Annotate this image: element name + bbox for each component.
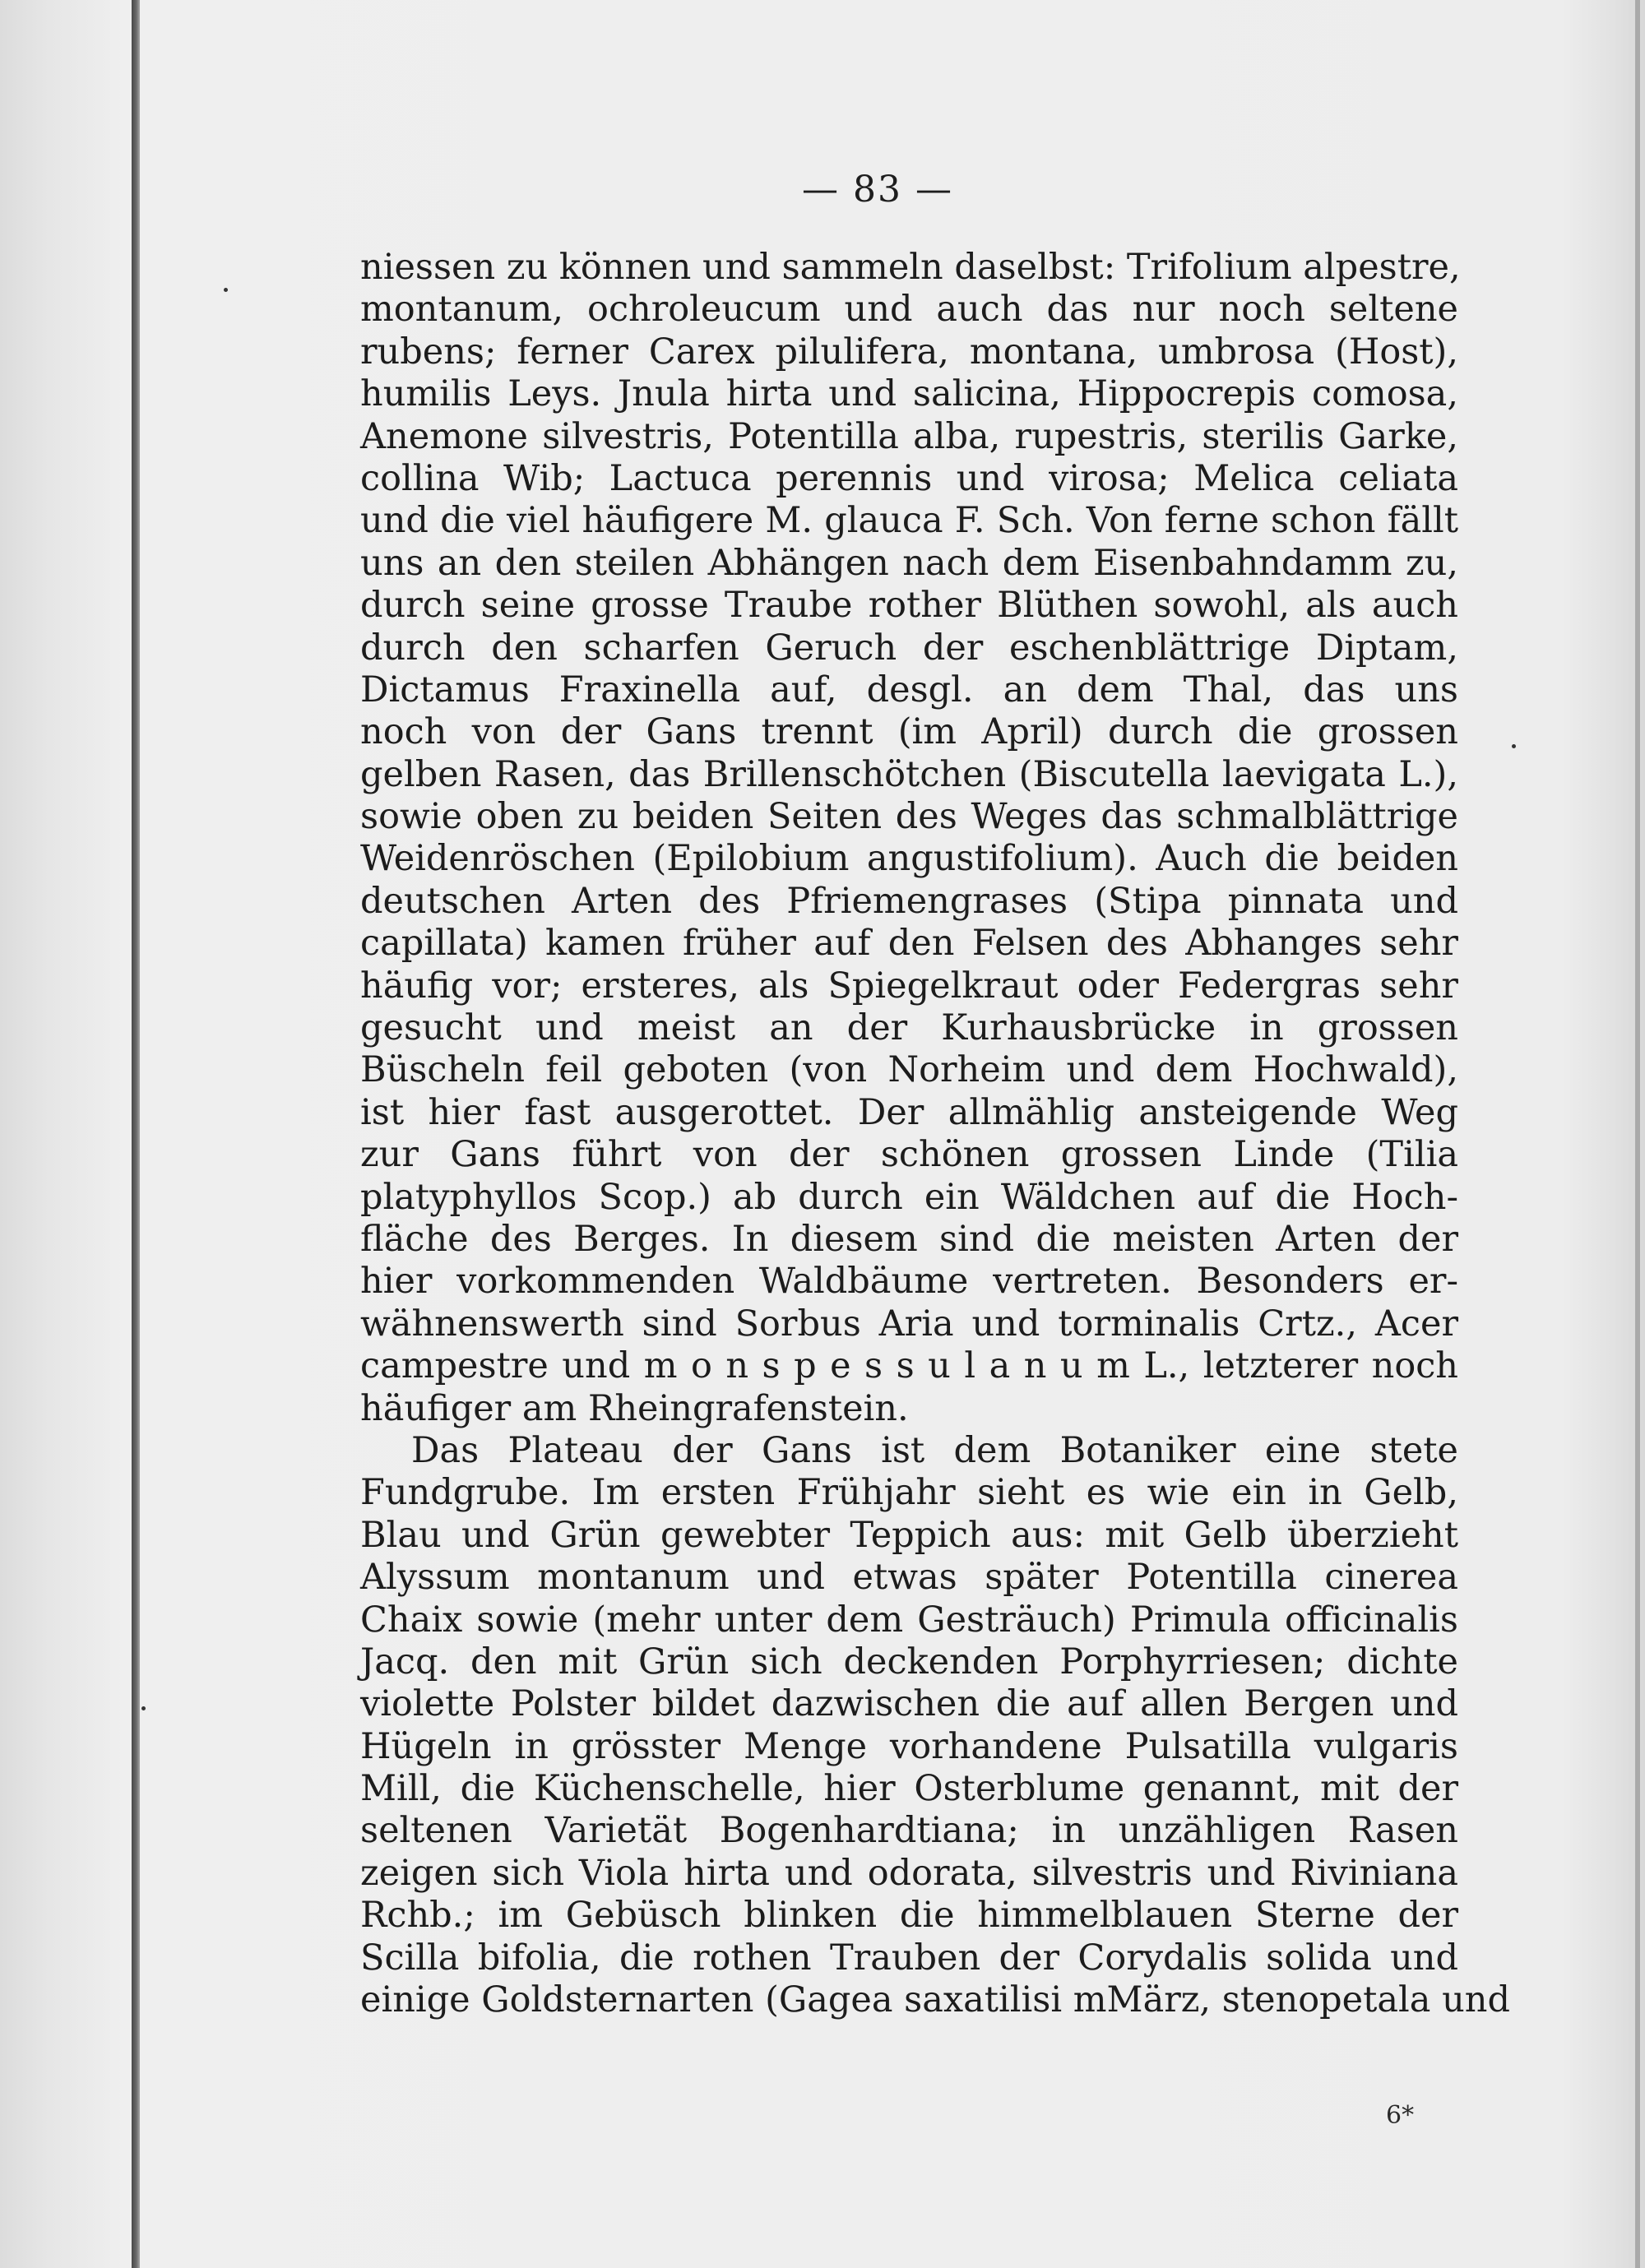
- text-line-paragraph-end: häufiger am Rheingrafenstein.: [360, 1387, 909, 1429]
- text-line-paragraph-start: Das Plateau der Gans ist dem Botaniker eine stete: [411, 1429, 1458, 1471]
- text-line: collina Wib; Lactuca perennis und virosa; Melica celiata: [360, 457, 1458, 499]
- signature-mark: 6*: [1386, 2101, 1415, 2130]
- text-line: Blau und Grün gewebter Teppich aus: mit Gelb überzieht: [360, 1514, 1458, 1556]
- text-line: Mill, die Küchenschelle, hier Osterblume genannt, mit der: [360, 1768, 1458, 1810]
- text-line: Alyssum montanum und etwas später Potentilla cinerea: [360, 1557, 1458, 1599]
- page-number: — 83 —: [802, 169, 953, 211]
- text-line: humilis Leys. Jnula hirta und salicina, Hippocrepis comosa,: [360, 373, 1458, 415]
- book-gutter-shadow: [132, 0, 140, 2268]
- text-line: sowie oben zu beiden Seiten des Weges das schmalblättrige: [360, 796, 1458, 838]
- text-line: Chaix sowie (mehr unter dem Gesträuch) Primula officinalis: [360, 1599, 1458, 1641]
- text-line: gelben Rasen, das Brillenschötchen (Biscutella laevigata L.),: [360, 753, 1458, 795]
- text-line: ist hier fast ausgerottet. Der allmählig ansteigende Weg: [360, 1091, 1458, 1133]
- body-text: [360, 247, 1511, 2021]
- scan-speck: [224, 288, 228, 292]
- text-line: seltenen Varietät Bogenhardtiana; in unzähligen Rasen: [360, 1810, 1458, 1852]
- text-line: fläche des Berges. In diesem sind die meisten Arten der: [360, 1218, 1458, 1260]
- text-line: Anemone silvestris, Potentilla alba, rupestris, sterilis Garke,: [360, 415, 1458, 457]
- text-line: wähnenswerth sind Sorbus Aria und torminalis Crtz., Acer: [360, 1303, 1458, 1345]
- scan-speck: [141, 1706, 146, 1710]
- text-line: montanum, ochroleucum und auch das nur noch seltene: [360, 289, 1458, 331]
- text-line: violette Polster bildet dazwischen die auf allen Bergen und: [360, 1683, 1458, 1725]
- text-line: gesucht und meist an der Kurhausbrücke in grossen: [360, 1007, 1458, 1049]
- text-line: Büscheln feil geboten (von Norheim und dem Hochwald),: [360, 1049, 1458, 1091]
- text-line: durch den scharfen Geruch der eschenblättrige Diptam,: [360, 627, 1458, 669]
- text-line: Scilla bifolia, die rothen Trauben der Corydalis solida und: [360, 1937, 1458, 1979]
- text-line: uns an den steilen Abhängen nach dem Eisenbahndamm zu,: [360, 542, 1458, 584]
- text-line: Hügeln in grösster Menge vorhandene Pulsatilla vulgaris: [360, 1725, 1458, 1767]
- text-line: Jacq. den mit Grün sich deckenden Porphyrriesen; dichte: [360, 1641, 1458, 1682]
- text-line: platyphyllos Scop.) ab durch ein Wäldchen auf die Hoch-: [360, 1176, 1458, 1218]
- text-line: einige Goldsternarten (Gagea saxatilisi mMärz, stenopetala und: [360, 1979, 1511, 2021]
- page-edge: [1635, 0, 1640, 2268]
- text-line: hier vorkommenden Waldbäume vertreten. Besonders er-: [360, 1261, 1458, 1303]
- text-line: zur Gans führt von der schönen grossen Linde (Tilia: [360, 1134, 1458, 1176]
- text-line: Fundgrube. Im ersten Frühjahr sieht es wie ein in Gelb,: [360, 1472, 1458, 1514]
- text-line: durch seine grosse Traube rother Blüthen sowohl, als auch: [360, 585, 1458, 627]
- text-line: Dictamus Fraxinella auf, desgl. an dem Thal, das uns: [360, 669, 1458, 710]
- text-line: niessen zu können und sammeln daselbst: Trifolium alpestre,: [360, 247, 1461, 288]
- text-line: noch von der Gans trennt (im April) durch die grossen: [360, 711, 1458, 753]
- text-line: Weidenröschen (Epilobium angustifolium). Auch die beiden: [360, 838, 1458, 880]
- text-line: Rchb.; im Gebüsch blinken die himmelblauen Sterne der: [360, 1895, 1458, 1937]
- text-line: und die viel häufigere M. glauca F. Sch. Von ferne schon fällt: [360, 500, 1458, 542]
- text-line: campestre und m o n s p e s s u l a n u m L., letzterer noch: [360, 1345, 1458, 1387]
- text-line: deutschen Arten des Pfriemengrases (Stipa pinnata und: [360, 880, 1458, 922]
- text-line: capillata) kamen früher auf den Felsen des Abhanges sehr: [360, 923, 1458, 965]
- text-line: häufig vor; ersteres, als Spiegelkraut oder Federgras sehr: [360, 965, 1458, 1007]
- text-line: zeigen sich Viola hirta und odorata, silvestris und Riviniana: [360, 1852, 1458, 1894]
- text-line: rubens; ferner Carex pilulifera, montana, umbrosa (Host),: [360, 331, 1458, 373]
- scan-speck: [1512, 744, 1516, 748]
